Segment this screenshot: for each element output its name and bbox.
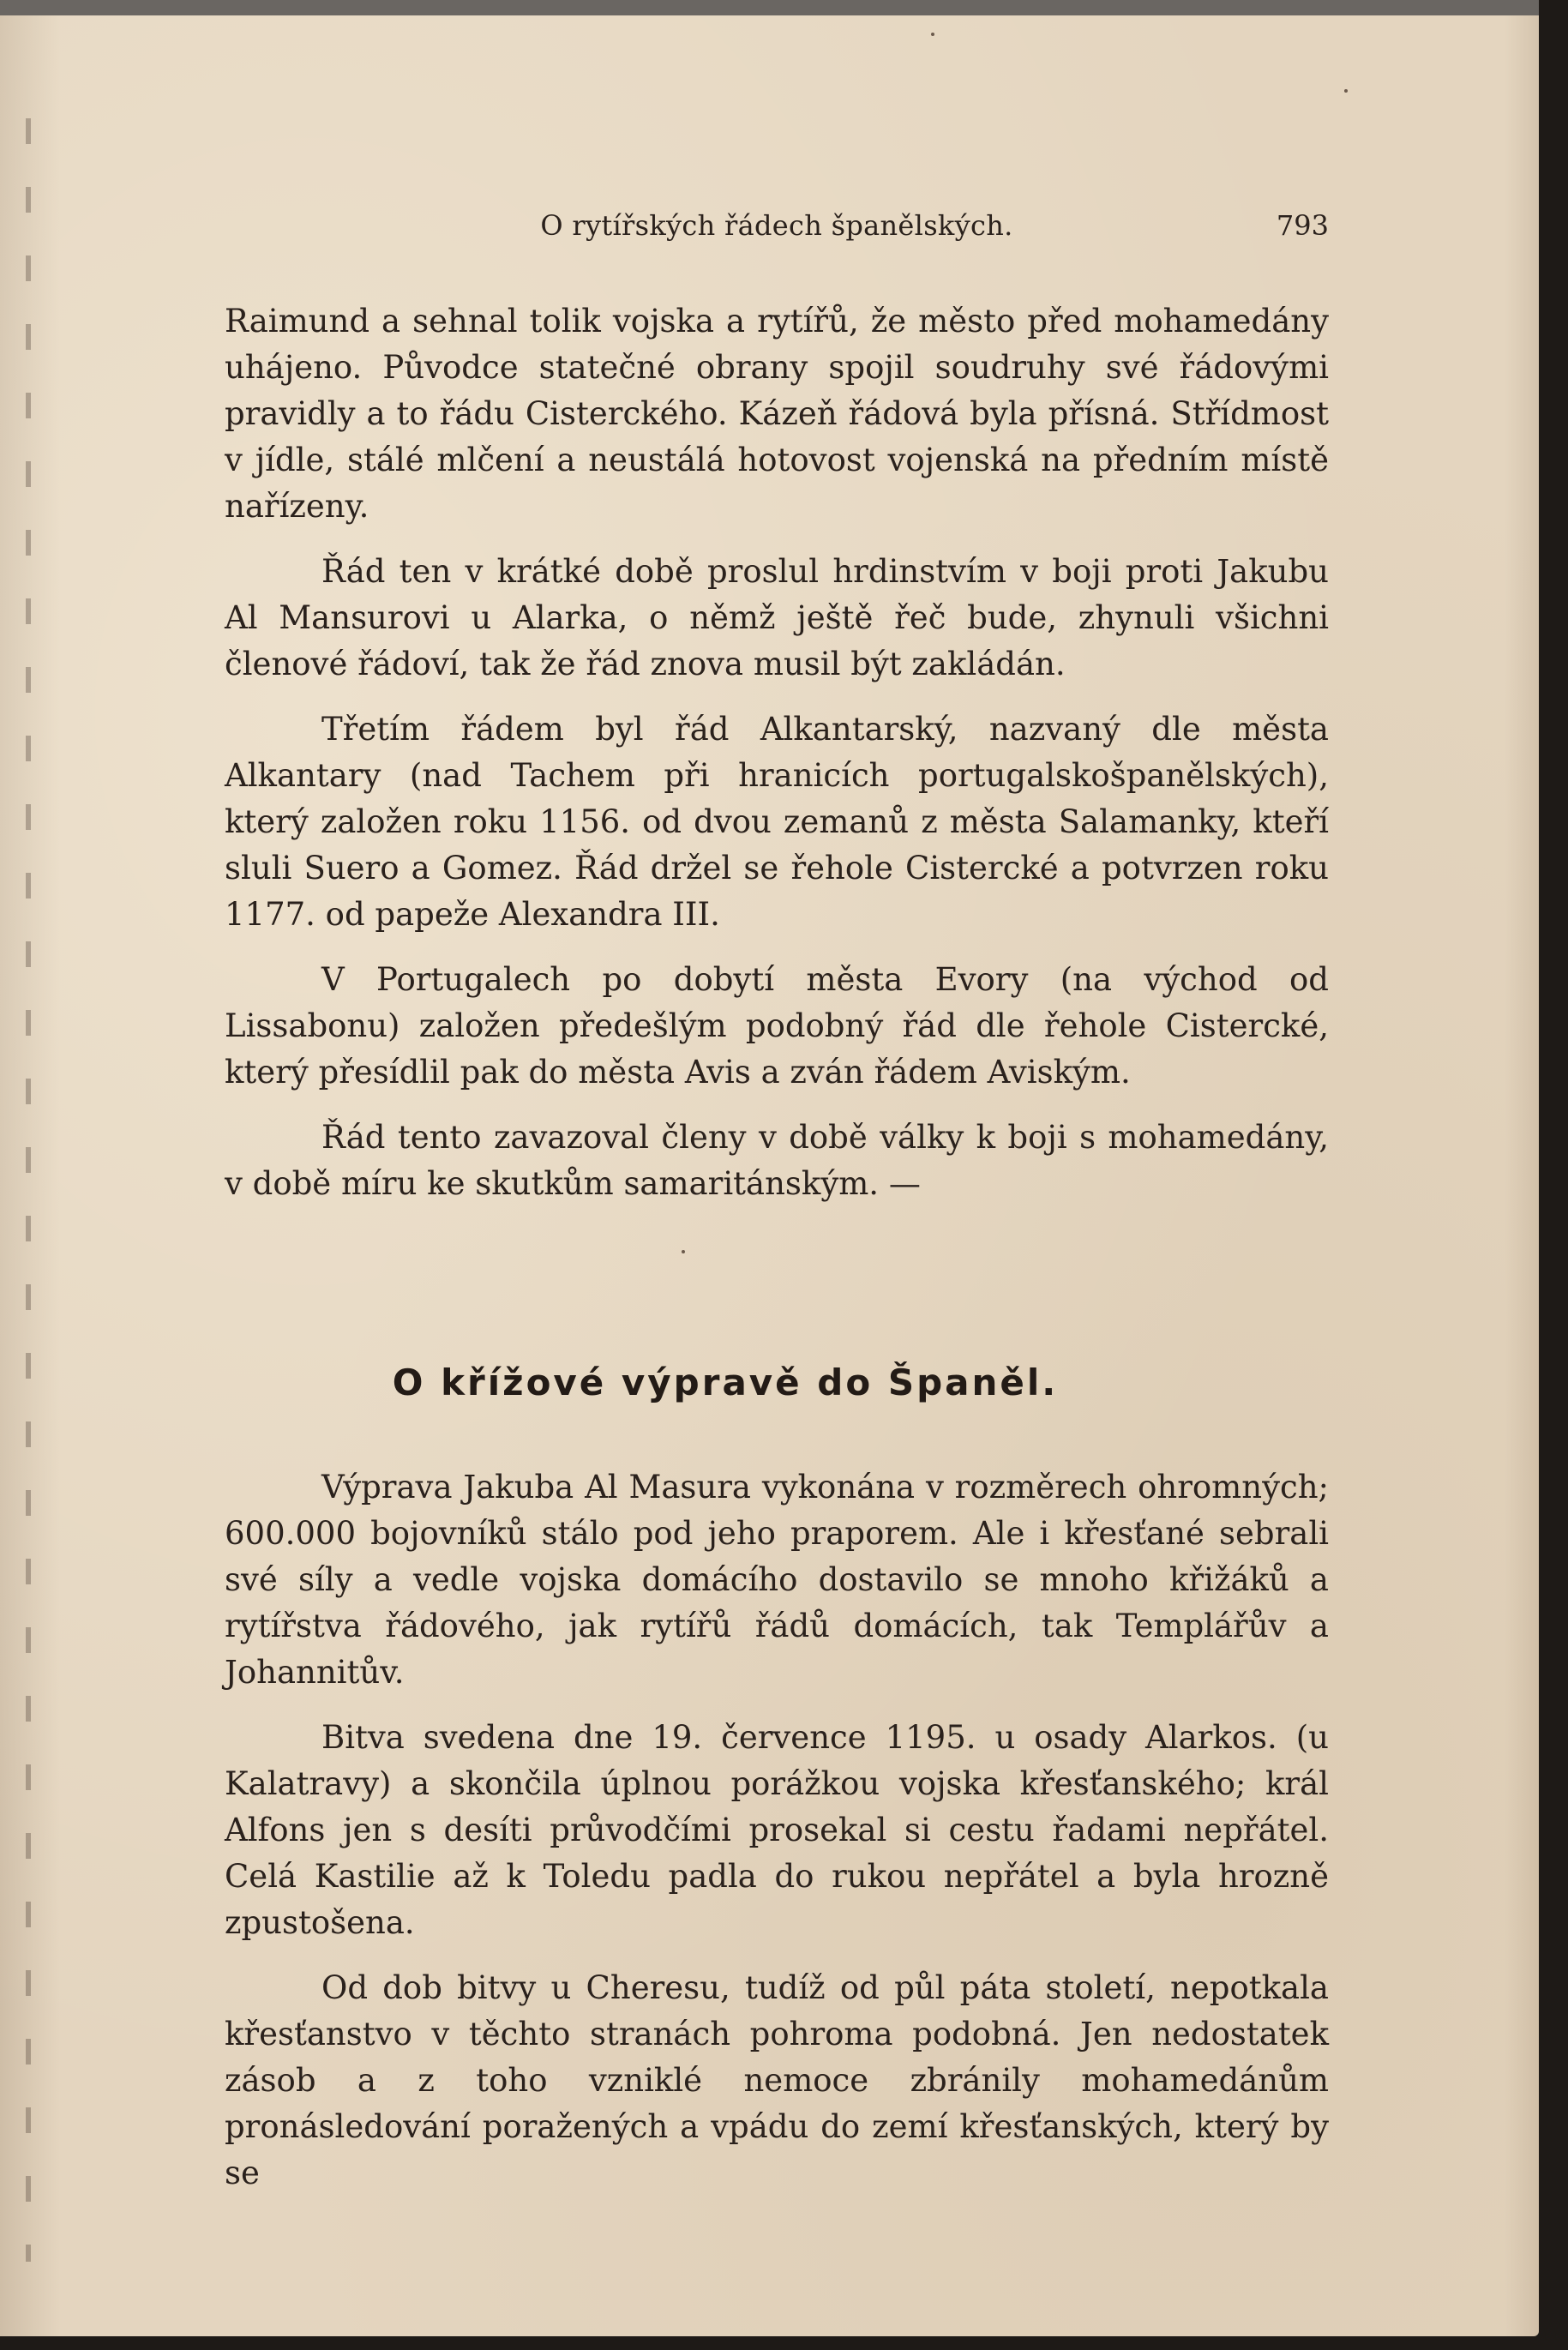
page-number: 793: [1276, 209, 1329, 242]
section-heading: O křížové výpravě do Španěl.: [392, 1361, 1059, 1403]
ink-speck: [682, 1250, 685, 1253]
paragraph: V Portugalech po dobytí města Evory (na východ od Lissabonu) založen předešlým podobný řád dle řehole Cistercké, který přesídlil pak do města Avis a zván řádem Aviským.: [225, 961, 1329, 1091]
ink-speck: [931, 33, 934, 36]
section-crusade-text: [225, 1464, 1329, 2215]
binding-edge: [26, 118, 31, 2262]
paragraph: Bitva svedena dne 19. července 1195. u osady Alarkos. (u Kalatravy) a skončila úplnou porážkou vojska křesťanského; král Alfons jen s desíti průvodčími prosekal si cestu řadami nepřátel. Celá Kastilie až k Toledu padla do rukou nepřátel a byla hrozně zpustošena.: [225, 1719, 1329, 1941]
running-head: [225, 209, 1329, 252]
ink-speck: [1344, 89, 1348, 93]
paragraph: Výprava Jakuba Al Masura vykonána v rozměrech ohromných; 600.000 bojovníků stálo pod jeho praporem. Ale i křesťané sebrali své síly a vedle vojska domácího dostavilo se mnoho křižáků a rytířstva řádového, jak rytířů řádů domácích, tak Templářův a Johannitův.: [225, 1469, 1329, 1691]
section-orders-text: [225, 298, 1329, 1226]
paragraph: Řád ten v krátké době proslul hrdinstvím v boji proti Jakubu Al Mansurovi u Alarka, o němž ještě řeč bude, zhynuli všichni členové řádoví, tak že řád znova musil být zakládán.: [225, 553, 1329, 682]
paragraph: Od dob bitvy u Cheresu, tudíž od půl páta století, nepotkala křesťanstvo v těchto stranách pohroma podobná. Jen nedostatek zásob a z toho vzniklé nemoce zbránily mohamedánům pronásledování poražených a vpádu do zemí křesťanských, který by se: [225, 1969, 1329, 2191]
paragraph: Raimund a sehnal tolik vojska a rytířů, že město před mohamedány uhájeno. Původce statečné obrany spojil soudruhy své řádovými pravidly a to řádu Cisterckého. Kázeň řádová byla přísná. Střídmost v jídle, stálé mlčení a neustálá hotovost vojenská na předním místě nařízeny.: [225, 303, 1329, 525]
paragraph: Řád tento zavazoval členy v době války k boji s mohamedány, v době míru ke skutkům samaritánským. —: [225, 1119, 1329, 1202]
paragraph: Třetím řádem byl řád Alkantarský, nazvaný dle města Alkantary (nad Tachem při hranicích portugalskošpanělských), který založen roku 1156. od dvou zemanů z města Salamanky, kteří sluli Suero a Gomez. Řád držel se řehole Cistercké a potvrzen roku 1177. od papeže Alexandra III.: [225, 711, 1329, 933]
running-head-title: O rytířských řádech španělských.: [540, 209, 1013, 242]
